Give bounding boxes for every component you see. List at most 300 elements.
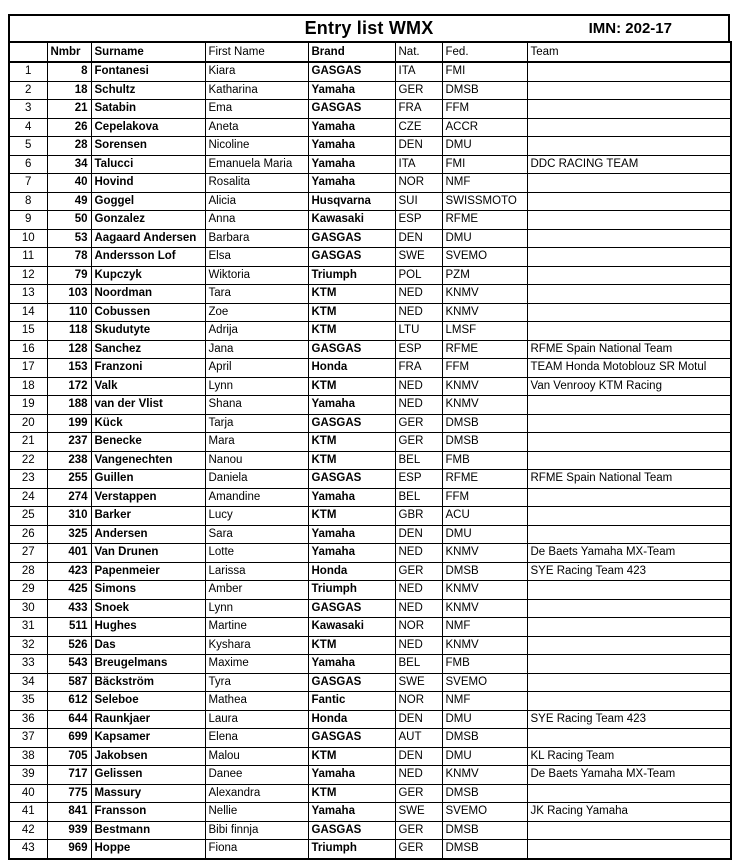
row-index: 32	[9, 636, 47, 655]
rider-nationality: NED	[395, 544, 442, 563]
row-index: 39	[9, 766, 47, 785]
rider-surname: Guillen	[91, 470, 205, 489]
row-index: 27	[9, 544, 47, 563]
rider-team	[527, 137, 731, 156]
rider-nationality: SWE	[395, 673, 442, 692]
rider-federation: SVEMO	[442, 673, 527, 692]
row-index: 21	[9, 433, 47, 452]
rider-number: 78	[47, 248, 91, 267]
rider-brand: Triumph	[308, 840, 395, 859]
rider-first-name: Malou	[205, 747, 308, 766]
rider-nationality: LTU	[395, 322, 442, 341]
rider-nationality: AUT	[395, 729, 442, 748]
rider-federation: DMSB	[442, 840, 527, 859]
rider-nationality: NOR	[395, 692, 442, 711]
rider-brand: KTM	[308, 377, 395, 396]
rider-first-name: Alicia	[205, 192, 308, 211]
row-index: 13	[9, 285, 47, 304]
rider-first-name: Nellie	[205, 803, 308, 822]
row-index: 16	[9, 340, 47, 359]
col-header-team: Team	[527, 42, 731, 62]
rider-team	[527, 174, 731, 193]
rider-brand: GASGAS	[308, 100, 395, 119]
rider-nationality: GER	[395, 784, 442, 803]
rider-number: 717	[47, 766, 91, 785]
rider-brand: Kawasaki	[308, 211, 395, 230]
title-row	[8, 14, 730, 41]
table-row	[9, 322, 731, 341]
rider-number: 274	[47, 488, 91, 507]
rider-federation: FMI	[442, 155, 527, 174]
rider-team	[527, 229, 731, 248]
rider-number: 310	[47, 507, 91, 526]
rider-brand: Yamaha	[308, 81, 395, 100]
table-row	[9, 525, 731, 544]
rider-first-name: Sara	[205, 525, 308, 544]
rider-team: JK Racing Yamaha	[527, 803, 731, 822]
header-row	[9, 42, 731, 62]
rider-first-name: Lynn	[205, 599, 308, 618]
row-index: 23	[9, 470, 47, 489]
rider-brand: KTM	[308, 507, 395, 526]
rider-nationality: ESP	[395, 470, 442, 489]
rider-team	[527, 840, 731, 859]
rider-team	[527, 673, 731, 692]
rider-federation: DMU	[442, 525, 527, 544]
rider-nationality: CZE	[395, 118, 442, 137]
rider-first-name: Elsa	[205, 248, 308, 267]
rider-federation: LMSF	[442, 322, 527, 341]
rider-surname: Aagaard Andersen	[91, 229, 205, 248]
table-row	[9, 229, 731, 248]
rider-surname: Sorensen	[91, 137, 205, 156]
row-index: 12	[9, 266, 47, 285]
rider-first-name: Emanuela Maria	[205, 155, 308, 174]
table-row	[9, 840, 731, 859]
table-row	[9, 821, 731, 840]
row-index: 5	[9, 137, 47, 156]
row-index: 41	[9, 803, 47, 822]
rider-first-name: Adrija	[205, 322, 308, 341]
row-index: 20	[9, 414, 47, 433]
row-index: 33	[9, 655, 47, 674]
rider-federation: RFME	[442, 211, 527, 230]
rider-surname: Valk	[91, 377, 205, 396]
rider-brand: Yamaha	[308, 488, 395, 507]
row-index: 42	[9, 821, 47, 840]
rider-federation: KNMV	[442, 303, 527, 322]
rider-first-name: Katharina	[205, 81, 308, 100]
rider-brand: KTM	[308, 747, 395, 766]
rider-team	[527, 599, 731, 618]
rider-surname: Hoppe	[91, 840, 205, 859]
rider-first-name: Martine	[205, 618, 308, 637]
rider-number: 188	[47, 396, 91, 415]
row-index: 37	[9, 729, 47, 748]
rider-nationality: POL	[395, 266, 442, 285]
rider-first-name: Lucy	[205, 507, 308, 526]
table-row	[9, 784, 731, 803]
rider-number: 238	[47, 451, 91, 470]
rider-first-name: Kyshara	[205, 636, 308, 655]
row-index: 8	[9, 192, 47, 211]
row-index: 24	[9, 488, 47, 507]
rider-brand: Yamaha	[308, 137, 395, 156]
rider-nationality: ITA	[395, 155, 442, 174]
rider-number: 50	[47, 211, 91, 230]
rider-federation: FFM	[442, 488, 527, 507]
rider-surname: Das	[91, 636, 205, 655]
rider-first-name: Mathea	[205, 692, 308, 711]
rider-number: 705	[47, 747, 91, 766]
rider-brand: KTM	[308, 451, 395, 470]
rider-brand: GASGAS	[308, 821, 395, 840]
table-row	[9, 118, 731, 137]
table-row	[9, 433, 731, 452]
row-index: 1	[9, 62, 47, 81]
rider-team	[527, 507, 731, 526]
rider-nationality: NED	[395, 285, 442, 304]
rider-team	[527, 266, 731, 285]
rider-federation: RFME	[442, 340, 527, 359]
rider-federation: DMSB	[442, 433, 527, 452]
rider-first-name: Tarja	[205, 414, 308, 433]
rider-first-name: Mara	[205, 433, 308, 452]
rider-first-name: Elena	[205, 729, 308, 748]
rider-team: SYE Racing Team 423	[527, 710, 731, 729]
rider-team	[527, 192, 731, 211]
rider-surname: Andersen	[91, 525, 205, 544]
rider-number: 172	[47, 377, 91, 396]
rider-number: 543	[47, 655, 91, 674]
rider-federation: DMSB	[442, 562, 527, 581]
rider-brand: GASGAS	[308, 62, 395, 81]
rider-nationality: ESP	[395, 211, 442, 230]
rider-federation: DMSB	[442, 81, 527, 100]
rider-federation: KNMV	[442, 377, 527, 396]
rider-team	[527, 784, 731, 803]
rider-federation: NMF	[442, 174, 527, 193]
rider-surname: Goggel	[91, 192, 205, 211]
rider-surname: Cepelakova	[91, 118, 205, 137]
rider-brand: GASGAS	[308, 599, 395, 618]
rider-nationality: NED	[395, 377, 442, 396]
rider-number: 34	[47, 155, 91, 174]
rider-brand: Honda	[308, 562, 395, 581]
rider-surname: Raunkjaer	[91, 710, 205, 729]
rider-brand: GASGAS	[308, 414, 395, 433]
rider-team	[527, 451, 731, 470]
rider-brand: Yamaha	[308, 174, 395, 193]
table-row	[9, 599, 731, 618]
rider-brand: Honda	[308, 359, 395, 378]
rider-first-name: Jana	[205, 340, 308, 359]
row-index: 18	[9, 377, 47, 396]
rider-brand: GASGAS	[308, 340, 395, 359]
rider-number: 21	[47, 100, 91, 119]
rider-brand: GASGAS	[308, 470, 395, 489]
rider-surname: Hovind	[91, 174, 205, 193]
rider-nationality: GER	[395, 433, 442, 452]
rider-surname: Kupczyk	[91, 266, 205, 285]
rider-nationality: GER	[395, 81, 442, 100]
rider-first-name: April	[205, 359, 308, 378]
row-index: 7	[9, 174, 47, 193]
rider-number: 325	[47, 525, 91, 544]
rider-nationality: NED	[395, 636, 442, 655]
row-index: 25	[9, 507, 47, 526]
entry-list-sheet	[8, 14, 730, 860]
col-header-nmbr: Nmbr	[47, 42, 91, 62]
rider-number: 79	[47, 266, 91, 285]
rider-team: TEAM Honda Motoblouz SR Motul	[527, 359, 731, 378]
rider-number: 526	[47, 636, 91, 655]
rider-first-name: Tara	[205, 285, 308, 304]
rider-team	[527, 433, 731, 452]
rider-first-name: Fiona	[205, 840, 308, 859]
rider-number: 110	[47, 303, 91, 322]
rider-nationality: NED	[395, 581, 442, 600]
row-index: 34	[9, 673, 47, 692]
rider-number: 433	[47, 599, 91, 618]
rider-nationality: FRA	[395, 359, 442, 378]
rider-team: SYE Racing Team 423	[527, 562, 731, 581]
rider-federation: SVEMO	[442, 803, 527, 822]
row-index: 19	[9, 396, 47, 415]
col-header-fed: Fed.	[442, 42, 527, 62]
row-index: 17	[9, 359, 47, 378]
rider-number: 612	[47, 692, 91, 711]
rider-team: Van Venrooy KTM Racing	[527, 377, 731, 396]
rider-surname: Simons	[91, 581, 205, 600]
row-index: 31	[9, 618, 47, 637]
rider-surname: Hughes	[91, 618, 205, 637]
rider-federation: DMU	[442, 747, 527, 766]
rider-number: 18	[47, 81, 91, 100]
table-row	[9, 470, 731, 489]
row-index: 15	[9, 322, 47, 341]
rider-federation: ACCR	[442, 118, 527, 137]
rider-first-name: Daniela	[205, 470, 308, 489]
table-row	[9, 562, 731, 581]
rider-number: 969	[47, 840, 91, 859]
rider-surname: Schultz	[91, 81, 205, 100]
entry-table	[8, 41, 732, 860]
rider-first-name: Aneta	[205, 118, 308, 137]
rider-federation: DMSB	[442, 729, 527, 748]
rider-first-name: Laura	[205, 710, 308, 729]
rider-number: 644	[47, 710, 91, 729]
rider-surname: Noordman	[91, 285, 205, 304]
rider-nationality: GER	[395, 414, 442, 433]
rider-team: RFME Spain National Team	[527, 340, 731, 359]
rider-nationality: NED	[395, 396, 442, 415]
rider-brand: KTM	[308, 322, 395, 341]
rider-surname: Kück	[91, 414, 205, 433]
table-row	[9, 581, 731, 600]
rider-team	[527, 396, 731, 415]
rider-federation: NMF	[442, 618, 527, 637]
rider-surname: Benecke	[91, 433, 205, 452]
rider-surname: Vangenechten	[91, 451, 205, 470]
table-row	[9, 544, 731, 563]
rider-number: 53	[47, 229, 91, 248]
rider-surname: Breugelmans	[91, 655, 205, 674]
table-row	[9, 747, 731, 766]
row-index: 29	[9, 581, 47, 600]
row-index: 2	[9, 81, 47, 100]
table-row	[9, 618, 731, 637]
rider-federation: NMF	[442, 692, 527, 711]
rider-surname: van der Vlist	[91, 396, 205, 415]
rider-nationality: GER	[395, 840, 442, 859]
row-index: 4	[9, 118, 47, 137]
table-row	[9, 507, 731, 526]
rider-number: 775	[47, 784, 91, 803]
rider-nationality: GBR	[395, 507, 442, 526]
rider-team	[527, 81, 731, 100]
rider-federation: FMI	[442, 62, 527, 81]
rider-federation: FFM	[442, 359, 527, 378]
row-index: 43	[9, 840, 47, 859]
rider-brand: Yamaha	[308, 118, 395, 137]
rider-nationality: BEL	[395, 451, 442, 470]
rider-federation: SWISSMOTO	[442, 192, 527, 211]
rider-first-name: Tyra	[205, 673, 308, 692]
rider-brand: KTM	[308, 433, 395, 452]
rider-brand: KTM	[308, 303, 395, 322]
rider-federation: KNMV	[442, 396, 527, 415]
rider-brand: Yamaha	[308, 766, 395, 785]
rider-number: 40	[47, 174, 91, 193]
rider-nationality: BEL	[395, 655, 442, 674]
rider-nationality: BEL	[395, 488, 442, 507]
rider-surname: Franzoni	[91, 359, 205, 378]
rider-nationality: NED	[395, 303, 442, 322]
rider-number: 401	[47, 544, 91, 563]
rider-surname: Seleboe	[91, 692, 205, 711]
table-row	[9, 396, 731, 415]
rider-first-name: Nicoline	[205, 137, 308, 156]
rider-first-name: Anna	[205, 211, 308, 230]
rider-nationality: NOR	[395, 174, 442, 193]
table-row	[9, 100, 731, 119]
rider-first-name: Nanou	[205, 451, 308, 470]
rider-team	[527, 62, 731, 81]
row-index: 22	[9, 451, 47, 470]
rider-surname: Fontanesi	[91, 62, 205, 81]
rider-number: 841	[47, 803, 91, 822]
rider-first-name: Ema	[205, 100, 308, 119]
table-row	[9, 266, 731, 285]
rider-nationality: ESP	[395, 340, 442, 359]
col-header-first-name: First Name	[205, 42, 308, 62]
rider-brand: Yamaha	[308, 803, 395, 822]
rider-number: 128	[47, 340, 91, 359]
rider-first-name: Bibi finnja	[205, 821, 308, 840]
rider-number: 425	[47, 581, 91, 600]
table-row	[9, 636, 731, 655]
rider-team	[527, 692, 731, 711]
rider-surname: Massury	[91, 784, 205, 803]
col-header-brand: Brand	[308, 42, 395, 62]
table-row	[9, 488, 731, 507]
row-index: 36	[9, 710, 47, 729]
rider-first-name: Alexandra	[205, 784, 308, 803]
rider-team: De Baets Yamaha MX-Team	[527, 766, 731, 785]
rider-team: RFME Spain National Team	[527, 470, 731, 489]
rider-number: 118	[47, 322, 91, 341]
table-row	[9, 211, 731, 230]
rider-team	[527, 581, 731, 600]
rider-federation: KNMV	[442, 636, 527, 655]
table-row	[9, 359, 731, 378]
rider-federation: SVEMO	[442, 248, 527, 267]
rider-federation: FMB	[442, 451, 527, 470]
table-row	[9, 192, 731, 211]
rider-brand: KTM	[308, 285, 395, 304]
rider-federation: KNMV	[442, 766, 527, 785]
rider-number: 49	[47, 192, 91, 211]
rider-federation: FMB	[442, 655, 527, 674]
rider-surname: Van Drunen	[91, 544, 205, 563]
rider-surname: Jakobsen	[91, 747, 205, 766]
rider-federation: PZM	[442, 266, 527, 285]
rider-number: 255	[47, 470, 91, 489]
rider-team	[527, 729, 731, 748]
rider-brand: Fantic	[308, 692, 395, 711]
rider-surname: Snoek	[91, 599, 205, 618]
row-index: 10	[9, 229, 47, 248]
row-index: 6	[9, 155, 47, 174]
rider-surname: Gelissen	[91, 766, 205, 785]
rider-surname: Cobussen	[91, 303, 205, 322]
rider-first-name: Maxime	[205, 655, 308, 674]
table-row	[9, 248, 731, 267]
rider-number: 587	[47, 673, 91, 692]
rider-team	[527, 211, 731, 230]
table-row	[9, 673, 731, 692]
rider-team	[527, 618, 731, 637]
rider-federation: FFM	[442, 100, 527, 119]
rider-surname: Andersson Lof	[91, 248, 205, 267]
rider-first-name: Zoe	[205, 303, 308, 322]
table-row	[9, 285, 731, 304]
rider-team	[527, 525, 731, 544]
table-row	[9, 710, 731, 729]
row-index: 26	[9, 525, 47, 544]
rider-team	[527, 322, 731, 341]
rider-brand: GASGAS	[308, 673, 395, 692]
rider-team	[527, 821, 731, 840]
rider-nationality: GER	[395, 821, 442, 840]
rider-federation: KNMV	[442, 285, 527, 304]
rider-team	[527, 118, 731, 137]
rider-number: 153	[47, 359, 91, 378]
rider-team	[527, 488, 731, 507]
rider-surname: Fransson	[91, 803, 205, 822]
rider-surname: Talucci	[91, 155, 205, 174]
rider-federation: RFME	[442, 470, 527, 489]
rider-brand: KTM	[308, 636, 395, 655]
row-index: 40	[9, 784, 47, 803]
rider-brand: Yamaha	[308, 544, 395, 563]
rider-brand: Honda	[308, 710, 395, 729]
rider-brand: Yamaha	[308, 655, 395, 674]
rider-team: DDC RACING TEAM	[527, 155, 731, 174]
rider-team	[527, 100, 731, 119]
table-row	[9, 766, 731, 785]
